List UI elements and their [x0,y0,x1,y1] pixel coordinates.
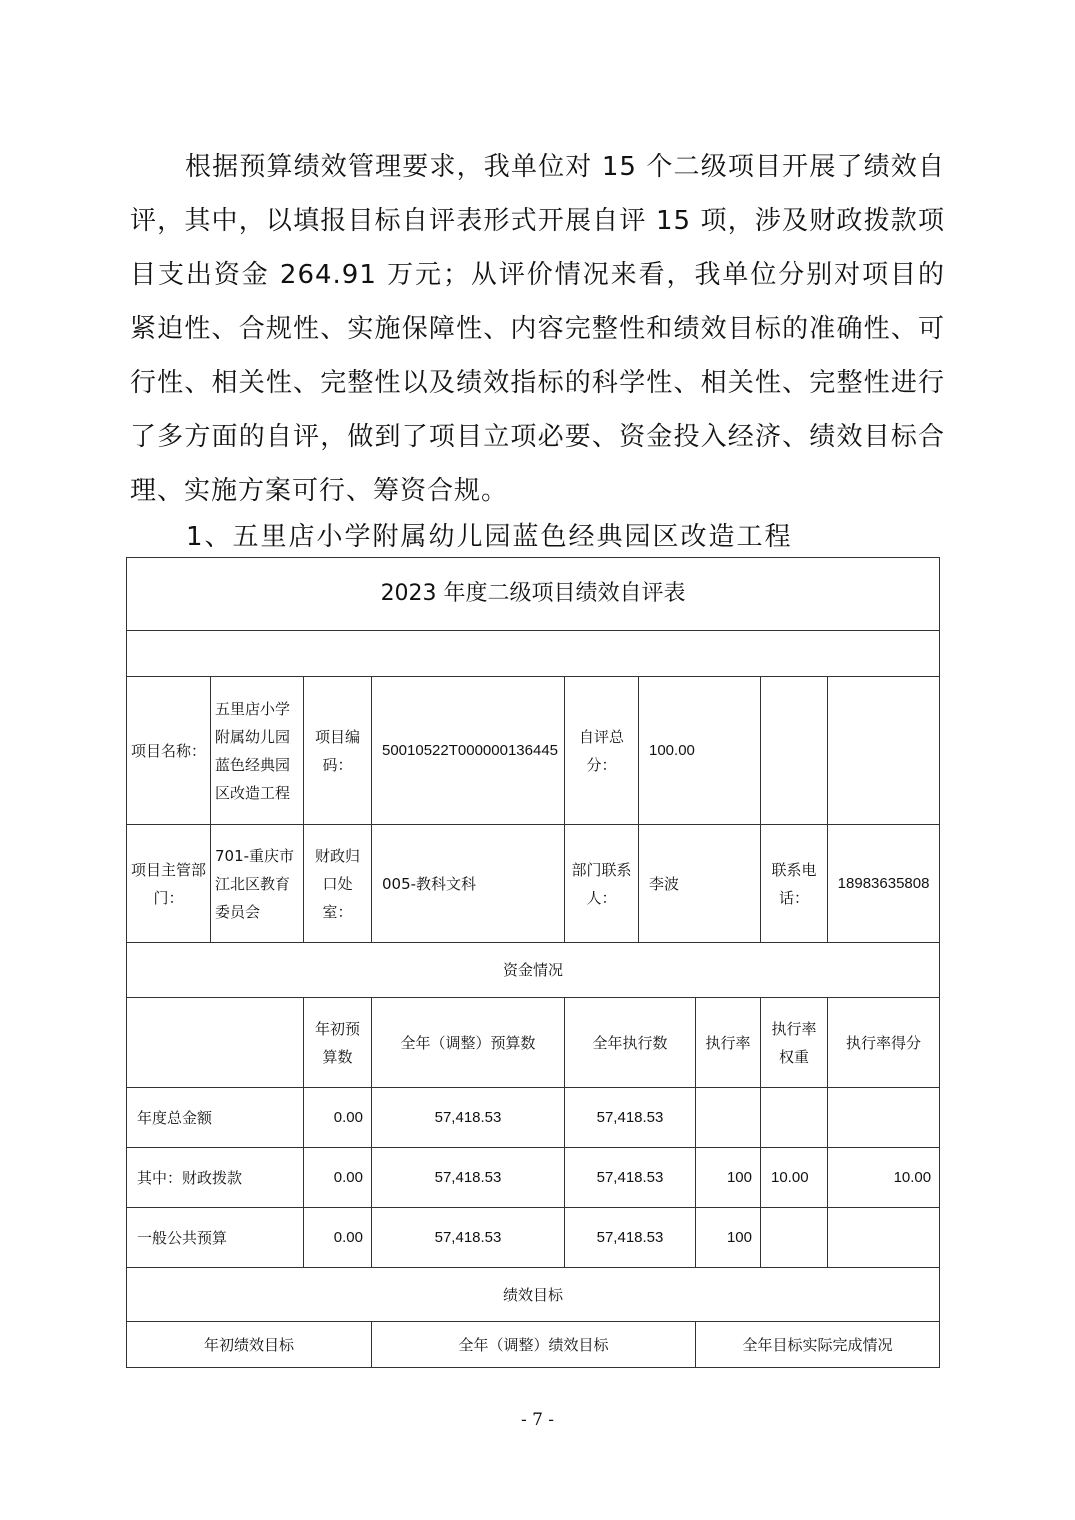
table-row [127,1088,940,1148]
row-adjusted: 57,418.53 [372,1088,565,1148]
row-weight: 10.00 [761,1148,828,1208]
empty-cell [127,998,304,1088]
table-title: 2023 年度二级项目绩效自评表 [127,558,940,631]
header-initial-budget: 年初预算数 [304,998,372,1088]
header-weight: 执行率权重 [761,998,828,1088]
row-executed: 57,418.53 [565,1208,696,1268]
project-code-label: 项目编码： [304,677,372,825]
row-executed: 57,418.53 [565,1148,696,1208]
row-score: 10.00 [828,1148,940,1208]
phone-value: 18983635808 [828,825,940,943]
project-code-value: 50010522T000000136445 [372,677,565,825]
row-rate: 100 [696,1148,761,1208]
row-label: 年度总金额 [127,1088,304,1148]
goals-header-actual: 全年目标实际完成情况 [696,1322,940,1368]
table-row [127,1148,940,1208]
row-initial: 0.00 [304,1208,372,1268]
row-rate: 100 [696,1208,761,1268]
intro-paragraph: 根据预算绩效管理要求，我单位对 15 个二级项目开展了绩效自评，其中，以填报目标自评表形式开展自评 15 项，涉及财政拨款项目支出资金 264.91 万元；从评价情况来看，我单位分别对项目的紧迫性、合规性、实施保障性、内容完整性和绩效目标的准确性、可行性、相关性、完整性以及绩效指标的科学性、相关性、完整性进行了多方面的自评，做到了项目立项必要、资金投入经济、绩效目标合理、实施方案可行、筹资合规。 [130,152,945,506]
phone-label: 联系电话： [761,825,828,943]
row-initial: 0.00 [304,1088,372,1148]
row-weight [761,1208,828,1268]
contact-label: 部门联系人： [565,825,639,943]
goals-header-adjusted: 全年（调整）绩效目标 [372,1322,696,1368]
header-adjusted-budget: 全年（调整）预算数 [372,998,565,1088]
row-weight [761,1088,828,1148]
row-rate [696,1088,761,1148]
header-executed: 全年执行数 [565,998,696,1088]
office-value: 005-教科文科 [372,825,565,943]
header-rate-score: 执行率得分 [828,998,940,1088]
row-initial: 0.00 [304,1148,372,1208]
row-adjusted: 57,418.53 [372,1208,565,1268]
project-name-value: 五里店小学附属幼儿园蓝色经典园区改造工程 [211,677,304,825]
dept-label: 项目主管部门： [127,825,211,943]
goals-header-initial: 年初绩效目标 [127,1322,372,1368]
funds-section-header: 资金情况 [127,943,940,998]
office-label: 财政归口处室： [304,825,372,943]
row-label: 一般公共预算 [127,1208,304,1268]
score-label: 自评总分： [565,677,639,825]
section-heading: 1、五里店小学附属幼儿园蓝色经典园区改造工程 [186,522,793,552]
page-number: - 7 - [520,1410,555,1430]
row-executed: 57,418.53 [565,1088,696,1148]
empty-cell [761,677,828,825]
performance-evaluation-table [126,557,940,1368]
header-rate: 执行率 [696,998,761,1088]
row-score [828,1208,940,1268]
row-label: 其中：财政拨款 [127,1148,304,1208]
contact-value: 李波 [639,825,761,943]
table-row [127,1208,940,1268]
dept-value: 701-重庆市江北区教育委员会 [211,825,304,943]
empty-cell [828,677,940,825]
row-adjusted: 57,418.53 [372,1148,565,1208]
project-name-label: 项目名称： [127,677,211,825]
blank-row [127,631,940,677]
row-score [828,1088,940,1148]
goals-section-header: 绩效目标 [127,1268,940,1322]
score-value: 100.00 [639,677,761,825]
